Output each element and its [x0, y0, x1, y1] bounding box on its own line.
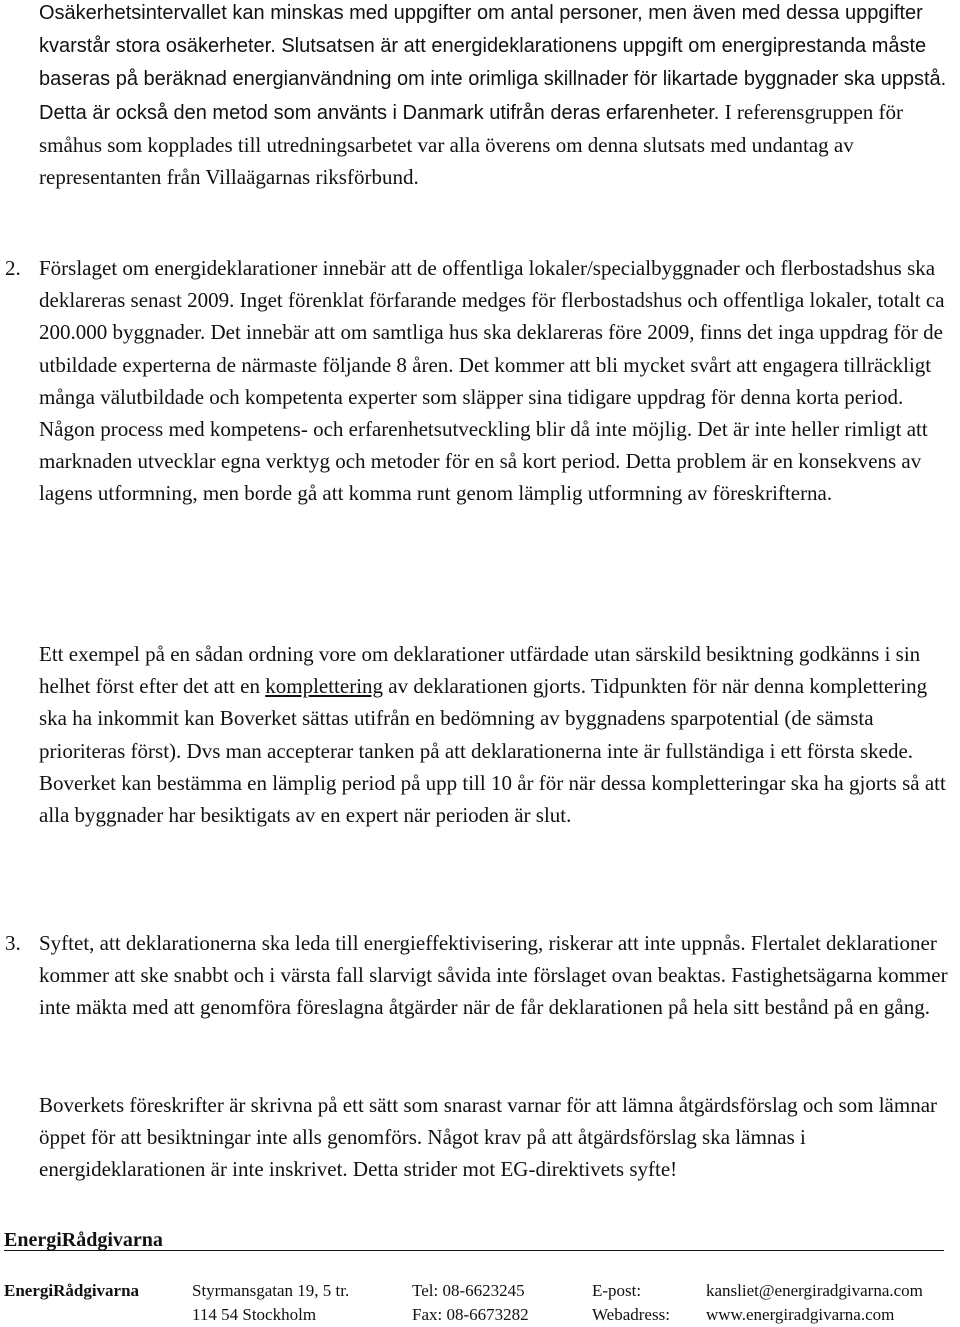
footer-email-label: E-post:	[592, 1281, 642, 1300]
item-3-paragraph: Syftet, att deklarationerna ska leda till energieffektivisering, riskerar att inte uppnås. Flertalet deklarationer kommer att ske snabbt och i värsta fall slarvigt såvida inte förslaget ovan beaktas. Fastighetsägarna kommer inte mäkta med att genomföra föreslagna åtgärder när de får deklarationen på hela sitt bestånd på en gång.	[39, 931, 948, 1020]
footer-fax: Fax: 08-6673282	[412, 1305, 529, 1324]
footer-org-name: EnergiRådgivarna	[4, 1281, 140, 1300]
footer-web: www.energiradgivarna.com	[706, 1305, 895, 1324]
item-2-number: 2.	[5, 256, 21, 280]
item-3-number: 3.	[5, 931, 21, 955]
example-paragraph	[39, 638, 954, 831]
footer-tel: Tel: 08-6623245	[412, 1281, 525, 1300]
komplettering-underlined: komplettering	[265, 674, 384, 699]
footer-org-heading: EnergiRådgivarna	[4, 1229, 163, 1251]
footer-city: 114 54 Stockholm	[192, 1305, 317, 1324]
boverket-paragraph: Boverkets föreskrifter är skrivna på ett sätt som snarast varnar för att lämna åtgärdsförslag och som lämnar öppet för att besiktningar inte alls genomförs. Något krav på att åtgärdsförslag ska lämnas i energideklarationen är inte inskrivet. Detta strider mot EG-direktivets syfte!	[39, 1093, 938, 1182]
example-text-start: Ett exempel på en sådan ordning vore om deklarationer utfärdade utan särskild besiktning godkänns i sin helhet först efter det att en	[39, 642, 921, 699]
intro-serif-text: I referensgruppen för småhus som kopplades till utredningsarbetet var alla överens om denna slutsats med undantag av representanten från Villaägarnas riksförbund.	[39, 99, 904, 190]
intro-paragraph	[39, 0, 954, 193]
footer-email: kansliet@energiradgivarna.com	[706, 1281, 923, 1300]
item-2-paragraph: Förslaget om energideklarationer innebär att de offentliga lokaler/specialbyggnader och flerbostadshus ska deklareras senast 2009. Inget förenklat förfarande medges för flerbostadshus och offentliga lokaler, totalt ca 200.000 byggnader. Det innebär att om samtliga hus ska deklareras före 2009, finns det inga uppdrag för de utbildade experterna de närmaste följande 8 åren. Det kommer att bli mycket svårt att engagera tillräckligt många välutbildade och kompetenta experter som släpper sina tidigare uppdrag för denna korta period. Någon process med kompetens- och erfarenhetsutveckling blir då inte möjlig. Det är inte heller rimligt att marknaden utvecklar egna verktyg och metoder för en så kort period. Detta problem är en konsekvens av lagens utformning, men borde gå att komma runt genom lämplig utformning av föreskrifterna.	[39, 256, 945, 506]
footer-divider	[4, 1250, 944, 1251]
footer-web-label: Webadress:	[592, 1305, 670, 1324]
example-text-end: av deklarationen gjorts. Tidpunkten för när denna komplettering ska ha inkommit kan Boverket sättas utifrån en bedömning av byggnadens sparpotential (de sämsta prioriteras först). Dvs man accepterar tanken på att deklarationerna inte är fullständiga i ett första skede. Boverket kan bestämma en lämplig period på upp till 10 år för när dessa kompletteringar ska ha gjorts så att alla byggnader har besiktigats av en expert när perioden är slut.	[39, 674, 946, 828]
intro-sans-text: Osäkerhetsintervallet kan minskas med uppgifter om antal personer, men även med dessa uppgifter kvarstår stora osäkerheter. Slutsatsen är att energideklarationens uppgift om energiprestanda måste baseras på beräknad energianvändning om inte orimliga skillnader för likartade byggnader ska uppstå. Detta är också den metod som använts i Danmark utifrån deras erfarenheter.	[39, 2, 947, 124]
footer-street: Styrmansgatan 19, 5 tr.	[192, 1281, 350, 1300]
